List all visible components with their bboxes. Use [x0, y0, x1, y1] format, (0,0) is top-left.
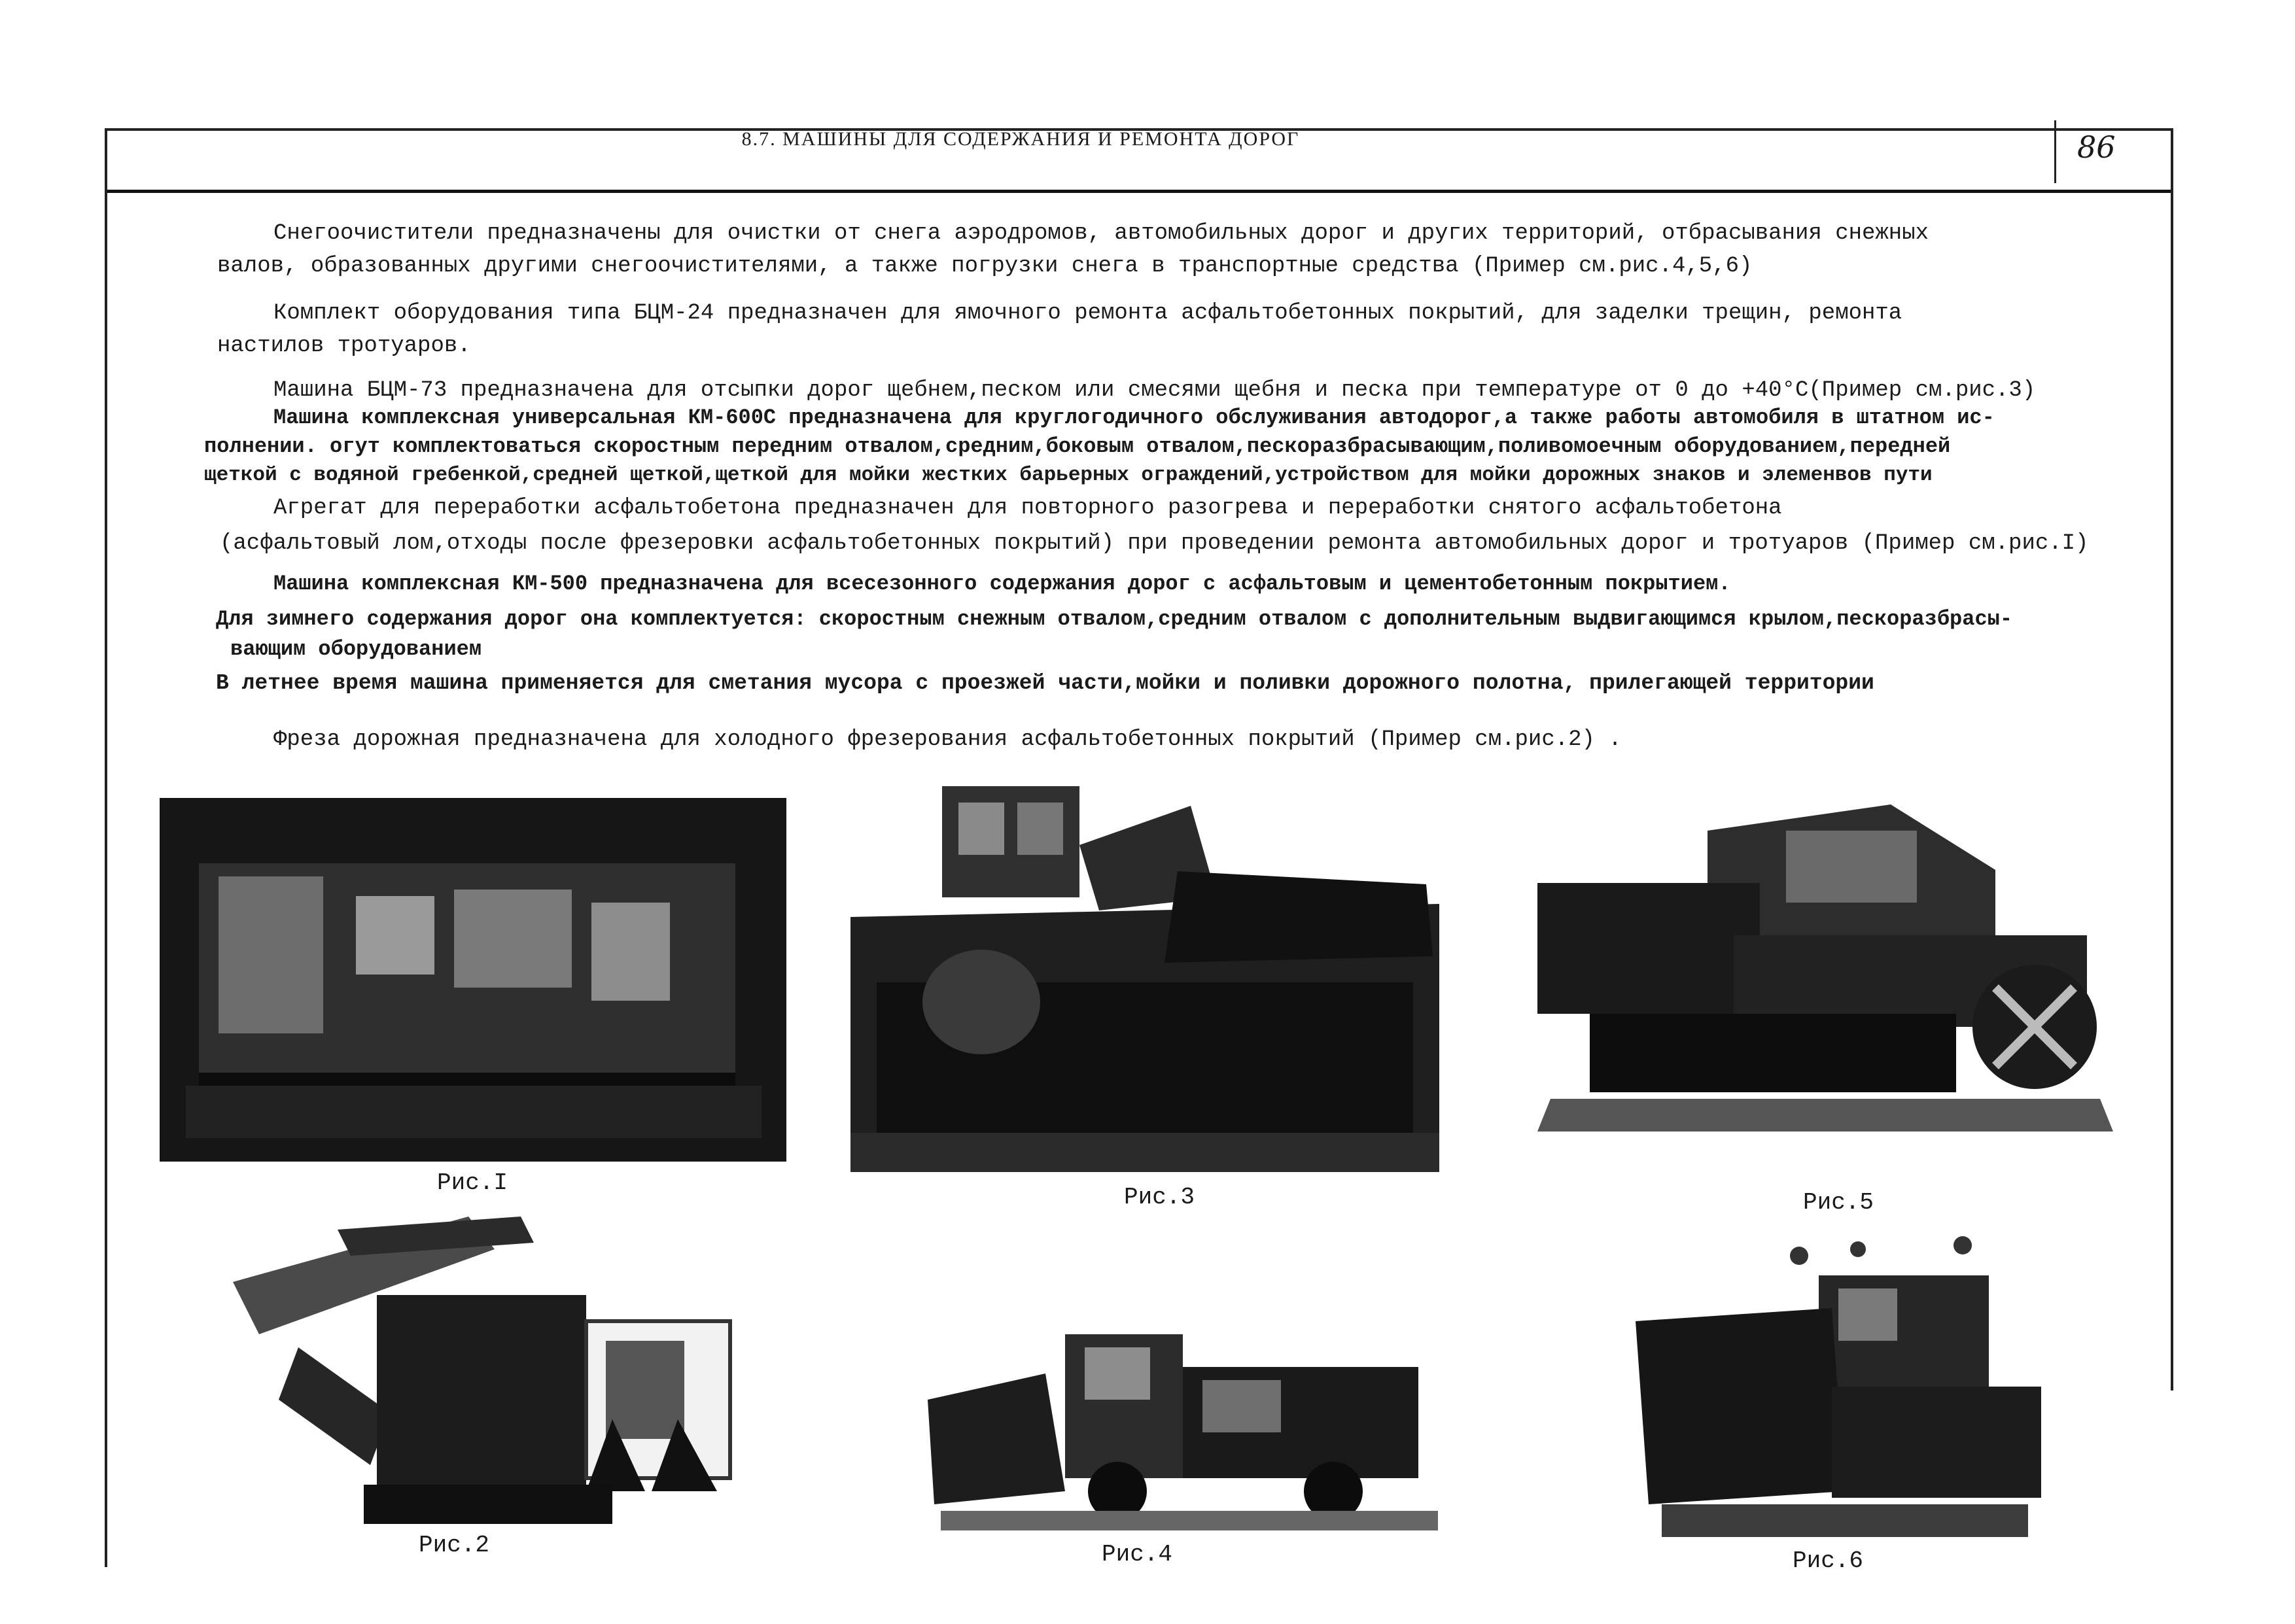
paragraph-bcm73: Машина БЦМ-73 предназначена для отсыпки дорог щебнем,песком или смесями щебня и песка при температуре от 0 до +40°С(Пример см.рис.3)	[273, 378, 2036, 403]
figure-caption-5: Рис.5	[1803, 1189, 1874, 1216]
figure-caption-1: Рис.I	[437, 1169, 508, 1196]
page-number-divider	[2054, 120, 2056, 183]
paragraph-summer: В летнее время машина применяется для сметания мусора с проезжей части,мойки и поливки дорожного полотна, прилегающей территории	[216, 671, 1874, 695]
photo-rotary-snowblower	[1524, 791, 2120, 1158]
header-rule	[105, 190, 2172, 193]
frame-right-line	[2171, 128, 2173, 1391]
photo-asphalt-recycler	[160, 798, 786, 1162]
figure-caption-4: Рис.4	[1102, 1541, 1173, 1568]
paragraph-snowplows-line-2: валов, образованных другими снегоочистителями, а также погрузки снега в транспортные средства (Пример см.рис.4,5,6)	[217, 254, 1753, 279]
photo-snowplow-truck	[915, 1295, 1451, 1557]
figure-caption-3: Рис.3	[1124, 1184, 1195, 1211]
figure-caption-2: Рис.2	[419, 1532, 490, 1559]
paragraph-km600-line-1: Машина комплексная универсальная КМ-600С предназначена для круглогодичного обслуживания автодорог,а также работы автомобиля в штатном ис-	[273, 406, 1995, 430]
paragraph-winter-line-1: Для зимнего содержания дорог она комплектуется: скоростным снежным отвалом,средним отвалом с дополнительным выдвигающимся крылом,пескоразбрасы-	[216, 607, 2013, 631]
frame-left-line	[105, 128, 107, 1567]
page-number: 86	[2077, 130, 2116, 165]
section-title: 8.7. МАШИНЫ ДЛЯ СОДЕРЖАНИЯ И РЕМОНТА ДОРОГ	[741, 128, 1300, 150]
paragraph-bcm24-line-1: Комплект оборудования типа БЦМ-24 предназначен для ямочного ремонта асфальтобетонных покрытий, для заделки трещин, ремонта	[273, 301, 1902, 326]
paragraph-bcm24-line-2: настилов тротуаров.	[217, 334, 471, 358]
paragraph-km600-line-2: полнении. огут комплектоваться скоростным передним отвалом,средним,боковым отвалом,пескоразбрасывающим,поливомоечным оборудованием,передней	[204, 434, 1951, 458]
paragraph-snowplows-line-1: Снегоочистители предназначены для очистки от снега аэродромов, автомобильных дорог и других территорий, отбрасывания снежных	[273, 221, 1929, 246]
paragraph-recycler-line-1: Агрегат для переработки асфальтобетона предназначен для повторного разогрева и переработки снятого асфальтобетона	[273, 496, 1782, 521]
figure-caption-6: Рис.6	[1793, 1547, 1864, 1574]
paragraph-winter-line-2: вающим оборудованием	[230, 637, 482, 661]
paragraph-km500: Машина комплексная КМ-500 предназначена для всесезонного содержания дорог с асфальтовым и цементобетонным покрытием.	[273, 572, 1731, 596]
paragraph-recycler-line-2: (асфальтовый лом,отходы после фрезеровки асфальтобетонных покрытий) при проведении ремонта автомобильных дорог и тротуаров (Пример см.рис.I)	[220, 531, 2089, 556]
paragraph-milling: Фреза дорожная предназначена для холодного фрезерования асфальтобетонных покрытий (Пример см.рис.2) .	[273, 727, 1622, 752]
photo-bcm73-spreader	[850, 767, 1439, 1172]
paragraph-km600-line-3: щеткой с водяной гребенкой,средней щеткой,щеткой для мойки жестких барьерных ограждений,устройством для мойки дорожных знаков и элеменвов пути	[204, 464, 1933, 487]
photo-road-milling-machine	[220, 1203, 782, 1544]
photo-plow-truck	[1636, 1230, 2054, 1550]
